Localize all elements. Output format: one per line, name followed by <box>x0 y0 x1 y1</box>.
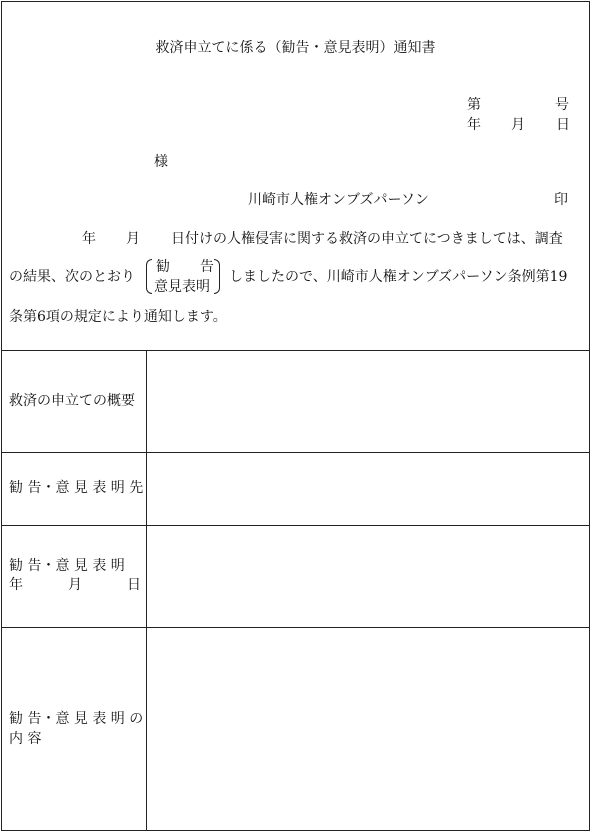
content-field[interactable] <box>147 628 590 831</box>
addressee-honorific: 様 <box>154 154 168 170</box>
row-date-day: 日 <box>127 577 141 593</box>
left-bracket <box>146 259 152 294</box>
date-year-label: 年 <box>467 117 481 133</box>
body-line1: 日付けの人権侵害に関する救済の申立てにつきましては、調査 <box>171 231 563 247</box>
bracket-option-opinion: 意見表明 <box>154 279 210 295</box>
row-label-summary: 救済の申立ての概要 <box>9 393 135 409</box>
row-date-year: 年 <box>9 577 23 593</box>
summary-field[interactable] <box>147 351 590 452</box>
number-suffix: 号 <box>555 97 569 113</box>
body-date-month: 月 <box>126 231 140 247</box>
date-month-label: 月 <box>511 117 525 133</box>
body-line3: 条第6項の規定により通知します。 <box>9 309 227 325</box>
sender-name: 川崎市人権オンブズパーソン <box>248 192 429 208</box>
row-date-month: 月 <box>68 577 82 593</box>
date-field[interactable] <box>147 526 590 627</box>
row-label-content-line2: 内 容 <box>9 731 42 747</box>
number-prefix: 第 <box>467 97 481 113</box>
body-line2-end: しましたので、川崎市人権オンブズパーソン条例第19 <box>229 269 568 285</box>
seal-mark: 印 <box>554 192 568 208</box>
row-label-date: 勧 告・意 見 表 明 <box>9 558 125 574</box>
document-title: 救済申立てに係る（勧告・意見表明）通知書 <box>155 40 436 56</box>
body-date-year: 年 <box>82 231 96 247</box>
bracket-option-koku: 告 <box>200 259 214 275</box>
date-day-label: 日 <box>556 117 570 133</box>
recipient-field[interactable] <box>147 453 590 525</box>
right-bracket <box>214 259 220 294</box>
bracket-option-kan: 勧 <box>156 259 170 275</box>
row-label-content: 勧 告・意 見 表 明 の <box>9 711 144 727</box>
row-label-recipient: 勧 告・意 見 表 明 先 <box>9 480 144 496</box>
body-line2-start: の結果、次のとおり <box>9 269 135 285</box>
